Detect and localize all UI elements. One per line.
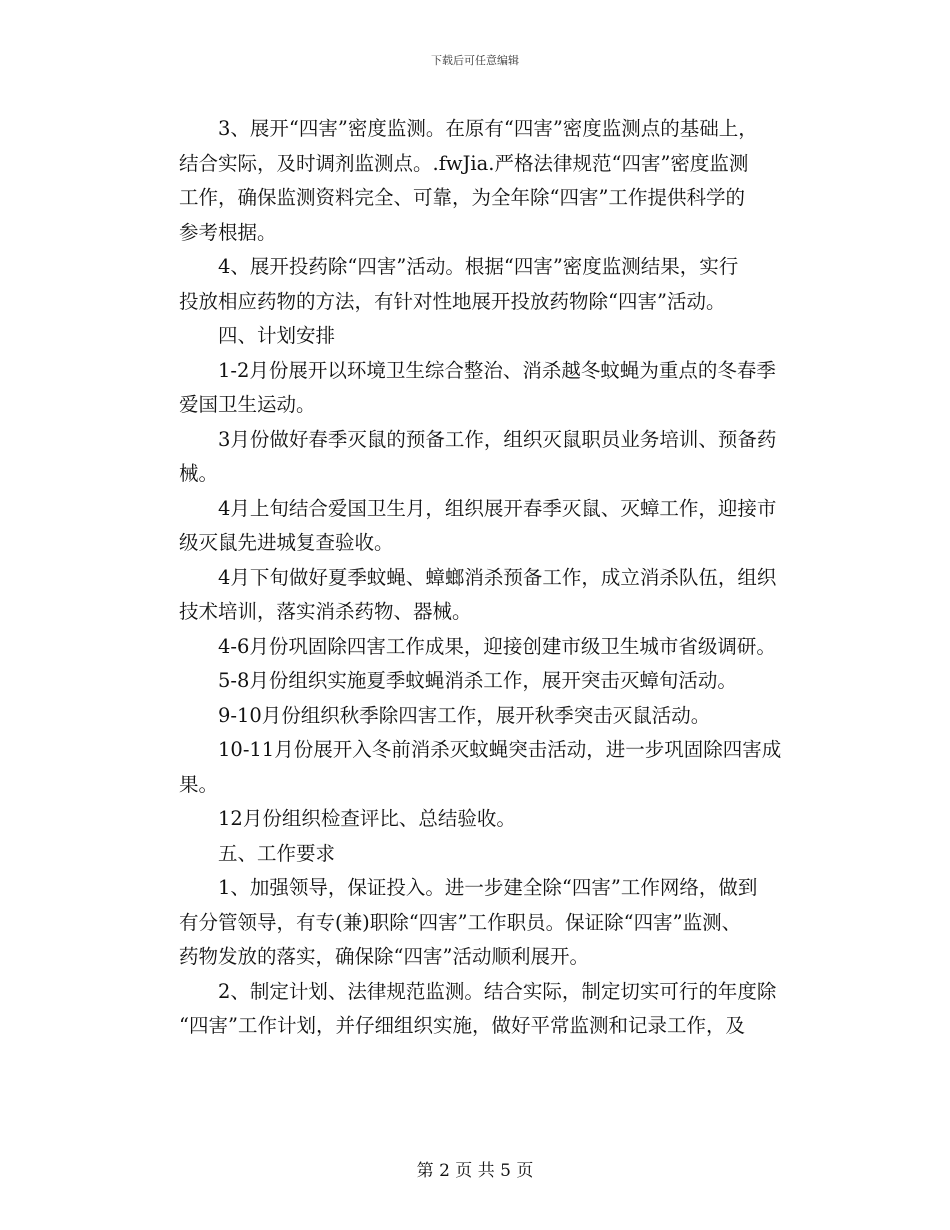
text-line: 9-10月份组织秋季除四害工作，展开秋季突击灭鼠活动。 [218,703,711,727]
page-number: 第 2 页 共 5 页 [416,1161,534,1181]
text-line: 工作，确保监测资料完全、可靠，为全年除“四害”工作提供科学的 [179,186,745,209]
text-line: 果。 [179,772,219,796]
paragraph [140,561,820,630]
section-heading [140,319,820,354]
paragraph [140,699,820,734]
page-header: 下载后可任意编辑 [431,54,519,67]
paragraph [140,975,820,1044]
paragraph [140,423,820,492]
section-heading [140,837,820,872]
text-line: 药物发放的落实，确保除“四害”活动顺利展开。 [179,945,589,968]
text-line: 10-11月份展开入冬前消杀灭蚊蝇突击活动，进一步巩固除四害成 [218,738,782,761]
text-line: 五、工作要求 [218,841,336,865]
text-line: 爱国卫生运动。 [179,393,316,416]
text-line: 技术培训，落实消杀药物、器械。 [179,600,472,623]
text-line: 投放相应药物的方法，有针对性地展开投放药物除“四害”活动。 [179,289,726,313]
paragraph [140,733,820,802]
text-line: 1-2月份展开以环境卫生综合整治、消杀越冬蚊蝇为重点的冬春季 [218,358,776,382]
text-line: 有分管领导，有专(兼)职除“四害”工作职员。保证除“四害”监测、 [179,910,742,934]
paragraph [140,630,820,665]
text-line: 参考根据。 [179,220,277,244]
text-line: 级灭鼠先进城复查验收。 [179,531,394,554]
document-body [140,112,820,1044]
text-line: 1、加强领导，保证投入。进一步建全除“四害”工作网络，做到 [218,876,758,899]
text-line: 4、展开投药除“四害”活动。根据“四害”密度监测结果，实行 [218,255,739,278]
paragraph [140,250,820,319]
text-line: 械。 [179,462,219,485]
text-line: 12月份组织检查评比、总结验收。 [218,807,516,830]
paragraph [140,802,820,837]
text-line: 结合实际，及时调剂监测点。.fwJia.严格法律规范“四害”密度监测 [179,151,749,175]
text-line: 3、展开“四害”密度监测。在原有“四害”密度监测点的基础上， [218,117,758,140]
text-line: “四害”工作计划，并仔细组织实施，做好平常监测和记录工作，及 [179,1014,745,1037]
text-line: 4月上旬结合爱国卫生月，组织展开春季灭鼠、灭蟑工作，迎接市 [218,496,777,520]
text-line: 2、制定计划、法律规范监测。结合实际，制定切实可行的年度除 [218,979,777,1003]
text-line: 四、计划安排 [218,324,336,347]
paragraph [140,492,820,561]
paragraph [140,664,820,699]
paragraph [140,112,820,250]
text-line: 4月下旬做好夏季蚊蝇、蟑螂消杀预备工作，成立消杀队伍，组织 [218,565,777,589]
paragraph [140,871,820,975]
text-line: 3月份做好春季灭鼠的预备工作，组织灭鼠职员业务培训、预备药 [218,427,777,451]
text-line: 5-8月份组织实施夏季蚊蝇消杀工作，展开突击灭蟑旬活动。 [218,669,737,692]
paragraph [140,354,820,423]
text-line: 4-6月份巩固除四害工作成果，迎接创建市级卫生城市省级调研。 [218,634,776,658]
